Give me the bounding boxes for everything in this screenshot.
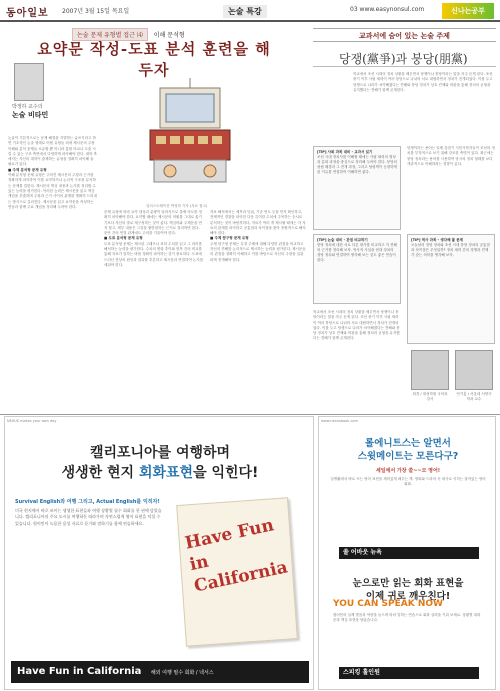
panel-column — [407, 146, 495, 226]
book-cover-title: Have Fun in California — [183, 515, 290, 597]
article-type: 이해 문석형 — [153, 32, 185, 39]
ad-text: 실생활에서 바로 쓰는 영어 표현을 재미있게 배우는 책. 영화와 드라마 속 대사로 익히는 살아있는 영어 회화. — [330, 477, 486, 486]
ad-headline-text: 생생한 현지 — [61, 465, 139, 481]
article-paragraph: 문제 유형에 따라 요약 대상과 분량이 달라지므로 출제 의도를 정확히 파악해야 한다. 요약할 때에는 제시문의 어휘를 그대로 옮기기보다 자신의 말로 재구성하는 것이 좋다. 핵심어와 주제문을 먼저 찾고, 세부 내용은 그것을 뒷받침하는 근거로 정리하면 된다. 문단 간의 연결 관계에도 주의를 기울여야 한다. — [104, 210, 202, 236]
ad-body-text: 미국 현지에서 바로 쓰이는 생생한 표현들과 여행 상황별 필수 회화를 한 권에 담았습니다. 캘리포니아의 주요 도시를 여행하듯 따라가며 자연스럽게 영어 표현을 익힐 수 있습니다. 원어민이 녹음한 음성 자료로 듣기와 말하기를 함께 연습하세요. — [15, 508, 162, 526]
panel-keyword: 당쟁(黨爭)과 붕당(朋黨) — [339, 52, 468, 66]
ad-bar-title: Have Fun in California — [17, 666, 142, 677]
article-paragraph: 자료 해석에서는 제목과 단위, 기준 연도 등을 먼저 확인하고, 전체적인 경향을 파악한 다음 특이한 수치에 주목하는 순서로 분석하는 것이 바람직하다. 자료가 여러 개 제시될 때에는 각 자료의 관계를 파악하고 공통점과 차이점을 찾아 종합적으로 해석해야 한다. — [210, 210, 306, 236]
tip-box — [407, 234, 495, 344]
ad-bar-subtitle: 해외 여행 필수 회화 / 넥서스 — [150, 670, 214, 676]
author-name: 박정하 교수의 — [12, 104, 43, 110]
ad-url[interactable]: www.nexusbook.com — [321, 419, 358, 423]
contributor — [411, 350, 449, 408]
ad-body — [15, 499, 165, 527]
article-subheading: ■ 주제 탐구형 문제 유형 — [210, 236, 249, 241]
article-subheading: ■ 주제 분석형 문제 유형 — [8, 167, 47, 172]
article-paragraph: 주제 탐구형 문제는 특정 주제에 대해 다양한 관점을 비교하고 자신의 견해를 논리적으로 제시하는 능력을 평가한다. 제시문들의 관점을 정확히 이해하고 이를 바탕으로 자신의 주장을 일관되게 전개해야 한다. — [210, 241, 306, 262]
book-cover — [176, 497, 298, 646]
column-name: 논술 비타민 — [12, 111, 49, 119]
panel-paragraph: 학교에서 조선 시대의 정치 상황을 배우면서 당쟁이나 붕당이라는 말을 자주 듣게 된다. 조선 중기 이후 사림 세력이 여러 붕당으로 나뉘어 서로 대립하면서 정치가 전개되었다. 이를 두고 당쟁으로 나라가 쇠약해졌다는 견해와 붕당 정치가 상호 견제와 비판을 통해 정치의 균형을 유지했다는 견해가 함께 존재한다. — [353, 72, 493, 92]
article-column-2 — [104, 210, 204, 410]
article-column-3 — [210, 210, 306, 410]
tip-title: [TIP] 논술 대비 - 관점 비교하기 — [317, 238, 368, 242]
ad-headline-line: 눈으로만 읽는 회화 표현을 — [352, 578, 464, 589]
ad-headline — [5, 443, 315, 483]
contributor-photos — [411, 350, 495, 408]
article-paragraph: 이해 분석형 문제 유형은 주어진 제시문의 주장과 근거를 정확하게 파악하여 이를 요약하거나 논리적 구조를 분석하는 문제를 말한다. 제시문의 핵심 내용과 논지를 정리할 수 있는 능력을 평가한다. 이러한 능력은 제시문을 읽고 핵심 개념을 추출하며 주장과 근거 사이의 관계를 명확히 드러내는 방식으로 길러진다. 제시문을 읽고 요약문을 작성하는 연습과 함께 주요 개념을 정리해 두어야 한다. — [8, 173, 97, 209]
product-bar[interactable]: 스피킹 홀인원 — [339, 667, 479, 679]
panel-column — [313, 310, 401, 406]
tip-text: 오늘날의 정당 정치와 조선 시대 붕당 정치의 공통점과 차이점은 무엇일까? 정치 세력 간의 경쟁과 견제가 갖는 의미를 생각해 보자. — [411, 243, 490, 257]
tip-text: 조선 시대 정치사를 이해할 때에는 사림 세력의 형성과 분화 과정을 중심으로 정리해 두어야 한다. 붕당의 성립 배경과 그 전개 과정, 그리고 탕평책이 등장하게 된 이유를 연결하여 이해하면 좋다. — [317, 155, 397, 174]
ad-title-bar — [11, 661, 309, 683]
article-headline: 요약문 작성-도표 분석 훈련을 해두자 — [37, 40, 271, 79]
page-url[interactable]: 03 www.easynonsul.com — [350, 6, 425, 13]
contributor-caption: 안기홍 / 서울대 서양사학과 교수 — [456, 392, 492, 401]
article-subheading: ■ 도표 분석형 문제 유형 — [104, 236, 143, 241]
ad-headline-line: 캘리포니아를 여행하며 — [89, 445, 231, 461]
article-paragraph: 논술이 기본적으로는 문제 해결을 지향하는 글쓰기라고 하면 기초적인 논술 형태로 어떤 유형들 외에 제시문의 주장 이해와 분석 문제들 소유할 뿐 아니라 통합 비교나 도출 시킬 수 있는 구조 측면에서 다양하게 파악해야 한다. 대학 측에서는 자신의 대학이 출제하는 유형을 정확히 파악해 둘 필요가 있다. — [8, 136, 97, 167]
panel-paragraph: 당쟁이라는 용어는 일제 강점기 식민사학자들이 조선의 정치를 부정적으로 보기 위해 강조한 측면이 있다. 최근에는 붕당 정치라는 용어를 사용하여 당시의 정치 형태를 보다 객관적으로 이해하려는 경향이 있다. — [407, 146, 495, 166]
ad-headline-line: 롤에니트스는 알면서 — [365, 438, 451, 449]
page-header — [0, 0, 500, 22]
tip-text: 붕당 정치에 대한 서로 다른 평가를 비교하고 각 견해의 근거를 정리해 보자. 역사적 사실을 현대 정치의 정당 정치와 연결하여 생각해 보는 것도 좋은 연습이 된다. — [317, 243, 397, 262]
section-title: 논술 특강 — [223, 5, 267, 18]
ad-text: 원어민의 실제 발음과 억양을 들으며 따라 말하는 연습으로 회화 실력을 키워 보세요. 상황별 대화문과 핵심 표현을 담았습니다. — [333, 613, 481, 622]
issue-date: 2007년 3월 15일 목요일 — [62, 8, 130, 15]
newspaper-logo: 동아일보 — [6, 8, 49, 19]
product-bar[interactable]: 쏠 어바웃 뉴욕 — [339, 547, 479, 559]
contributor-caption: 최경 / 대성학원 국어과 강사 — [412, 392, 448, 401]
author-photo — [14, 63, 44, 101]
ad-headline-text: 을 익힌다! — [193, 465, 259, 481]
ad-headline-line: 스윗메이트는 모른다구? — [357, 451, 459, 462]
panel-paragraph: 학교에서 조선 시대의 정치 상황을 배우면서 당쟁이나 붕당이라는 말을 자주 듣게 된다. 조선 중기 이후 사림 세력이 여러 붕당으로 나뉘어 서로 대립하면서 정치가 전개되었다. 이를 두고 당쟁으로 나라가 쇠약해졌다는 견해와 붕당 정치가 상호 견제와 비판을 통해 정치의 균형을 유지했다는 견해가 함께 존재한다. — [313, 310, 400, 341]
panel-title: 교과서에 숨어 있는 논술 주제 — [313, 28, 496, 42]
ad-headline-line — [5, 463, 315, 483]
divider — [313, 66, 496, 67]
illustration-caption: 일러스트레이션 박정하 기자 (자료 참고) — [146, 204, 208, 208]
contributor — [455, 350, 493, 408]
article-column-1 — [8, 136, 98, 410]
tip-box — [313, 234, 401, 304]
ad-slogan: YOU CAN SPEAK NOW — [333, 599, 443, 609]
tip-title: [TIP] 사회 과목 대비 - 교과서 읽기 — [317, 150, 373, 154]
ad-subheadline: 세일에서 가장 쓸~~모 영어! — [375, 468, 441, 474]
ad-headline — [319, 437, 497, 463]
book-ad-california[interactable] — [4, 416, 314, 690]
tip-box — [313, 146, 401, 230]
contributor-photo — [411, 350, 449, 390]
ad-tagline: NEXUS makes your own day — [7, 419, 57, 423]
article-illustration — [140, 78, 240, 190]
article-paragraph: 도표 분석형 문제는 제시된 그래프나 표의 수치를 읽고 그 의미를 해석하는 능력을 평가한다. 수치의 변화 추이와 항목 간의 비교를 통해 자료가 말하는 바를 정확히 파악하는 것이 중요하다. 도표에 드러난 현상의 원인과 결과를 추론하고 제시문과 연결하여 논지를 세워야 한다. — [104, 241, 204, 267]
section-badge: 신나는공부 — [442, 3, 494, 19]
ad-headline-highlight: 회화표현 — [138, 465, 194, 481]
ad-headline-line: 이제 귀로 깨우친다! — [365, 591, 451, 602]
book-ad-english[interactable] — [318, 416, 496, 690]
contributor-photo — [455, 350, 493, 390]
ad-divider — [0, 414, 500, 415]
ad-body-title: Survival English와 여행 그리고, Actual English를 익히자! — [15, 499, 160, 505]
author-block — [12, 63, 78, 131]
tip-title: [TIP] 역사 과목 - 생각해 볼 문제 — [411, 238, 464, 242]
panel-intro — [353, 72, 493, 142]
article-series-tag: 논술 문제 유형별 접근 ⑷ — [72, 28, 148, 41]
